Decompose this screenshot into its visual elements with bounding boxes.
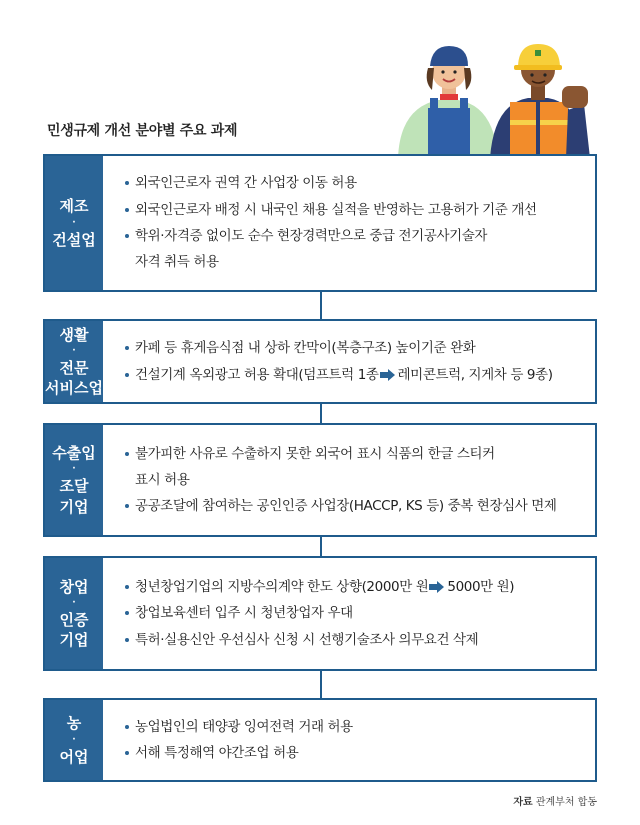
item-list bbox=[103, 700, 595, 780]
category-label: 수출입 · 조달 기업 bbox=[45, 425, 103, 535]
section-trade-procurement bbox=[43, 423, 597, 537]
connector-line bbox=[320, 535, 322, 557]
list-item: 공공조달에 참여하는 공인인증 사업장(HACCP, KS 등) 중복 현장심사 면제 bbox=[125, 493, 595, 519]
list-item: 농업법인의 태양광 잉여전력 거래 허용 bbox=[125, 714, 595, 740]
list-item: 청년창업기업의 지방수의계약 한도 상향(2000만 원 5000만 원) bbox=[125, 574, 595, 600]
category-label: 제조 · 건설업 bbox=[45, 156, 103, 290]
list-item: 불가피한 사유로 수출하지 못한 외국어 표시 식품의 한글 스티커 표시 허용 bbox=[125, 441, 595, 494]
section-agriculture-fishery bbox=[43, 698, 597, 782]
source-note: 자료 관계부처 합동 bbox=[513, 797, 597, 808]
list-item: 특허·실용신안 우선심사 신청 시 선행기술조사 의무요건 삭제 bbox=[125, 627, 595, 653]
item-list bbox=[103, 425, 595, 535]
arrow-right-icon bbox=[437, 581, 444, 593]
diagram-title: 민생규제 개선 분야별 주요 과제 bbox=[47, 123, 238, 139]
item-list bbox=[103, 321, 595, 402]
category-label: 생활 · 전문 서비스업 bbox=[45, 321, 103, 402]
list-item: 서해 특정해역 야간조업 허용 bbox=[125, 740, 595, 766]
category-label: 농 · 어업 bbox=[45, 700, 103, 780]
list-item: 카페 등 휴게음식점 내 상하 칸막이(복층구조) 높이기준 완화 bbox=[125, 335, 595, 361]
connector-line bbox=[320, 290, 322, 320]
arrow-right-icon bbox=[388, 369, 395, 381]
section-startup-certification bbox=[43, 556, 597, 671]
list-item: 외국인근로자 권역 간 사업장 이동 허용 bbox=[125, 170, 595, 196]
item-list bbox=[103, 558, 595, 669]
item-list bbox=[103, 156, 595, 290]
section-living-services bbox=[43, 319, 597, 404]
workers-illustration bbox=[398, 38, 598, 158]
connector-line bbox=[320, 402, 322, 424]
list-item: 학위·자격증 없이도 순수 현장경력만으로 중급 전기공사기술자 자격 취득 허용 bbox=[125, 223, 595, 276]
list-item: 외국인근로자 배정 시 내국인 채용 실적을 반영하는 고용허가 기준 개선 bbox=[125, 197, 595, 223]
list-item: 창업보육센터 입주 시 청년창업자 우대 bbox=[125, 600, 595, 626]
category-label: 창업 · 인증 기업 bbox=[45, 558, 103, 669]
list-item: 건설기계 옥외광고 허용 확대(덤프트럭 1종 레미콘트럭, 지게차 등 9종) bbox=[125, 362, 595, 388]
connector-line bbox=[320, 669, 322, 699]
section-manufacturing bbox=[43, 154, 597, 292]
